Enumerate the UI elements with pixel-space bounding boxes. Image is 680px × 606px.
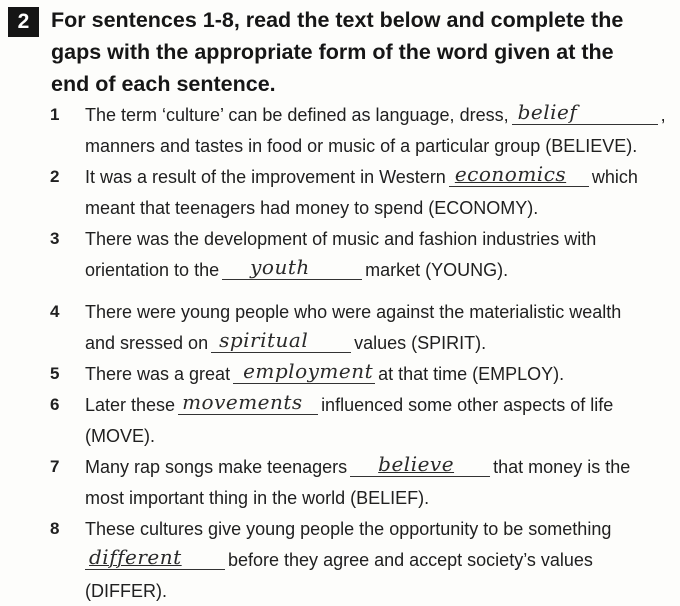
sentence-8-continuation: (DIFFER). (85, 581, 167, 601)
sentence-5-text-after: at that time (EMPLOY). (378, 364, 565, 384)
sentence-6-number: 6 (50, 395, 60, 414)
sentence-2-text-after: which (591, 167, 638, 187)
answer-gap-2[interactable] (449, 164, 589, 187)
handwritten-answer-7: believe (378, 452, 455, 476)
handwritten-answer-6: movements (182, 390, 303, 414)
answer-gap-1[interactable] (512, 102, 658, 125)
sentence-2-continuation: meant that teenagers had money to spend (ECONOMY). (85, 198, 539, 218)
sentence-8-text: These cultures give young people the opportunity to be something (85, 519, 612, 539)
handwritten-answer-3: youth (250, 255, 310, 279)
instruction-line: For sentences 1-8, read the text below and complete the (51, 8, 624, 32)
sentence-3-text: There was the development of music and fashion industries with (85, 229, 597, 249)
handwritten-answer-5: employment (243, 359, 374, 383)
sentence-5-number: 5 (50, 364, 60, 383)
sentence-4-number: 4 (50, 302, 60, 321)
sentence-6-continuation: (MOVE). (85, 426, 155, 446)
sentence-3-text-after: market (YOUNG). (365, 260, 509, 280)
handwritten-answer-2: economics (454, 162, 567, 186)
sentence-4-text: There were young people who were against the materialistic wealth (85, 302, 622, 322)
answer-gap-4[interactable] (211, 330, 351, 353)
instruction-line: gaps with the appropriate form of the word given at the (51, 40, 614, 64)
sentence-4-text-after: values (SPIRIT). (354, 333, 487, 353)
instruction-line: end of each sentence. (51, 72, 276, 96)
sentence-6-text: Later these (85, 395, 176, 415)
sentence-1-text-after: , (660, 105, 666, 125)
sentence-3-text-before: orientation to the (85, 260, 220, 280)
answer-gap-3[interactable] (222, 257, 362, 280)
sentence-1-number: 1 (50, 105, 60, 124)
answer-gap-8[interactable] (85, 547, 225, 570)
sentence-7-text: Many rap songs make teenagers (85, 457, 348, 477)
exercise-instruction (51, 4, 671, 100)
sentence-6-text-after: influenced some other aspects of life (321, 395, 614, 415)
handwritten-answer-4: spiritual (219, 328, 309, 352)
exercise-number-badge: 2 (8, 7, 39, 37)
sentence-7-continuation: most important thing in the world (BELIEF). (85, 488, 430, 508)
handwritten-answer-1: belief (517, 100, 578, 124)
sentence-8-text-after: before they agree and accept society’s values (228, 550, 593, 570)
sentence-7-number: 7 (50, 457, 60, 476)
answer-gap-5[interactable] (233, 361, 375, 384)
sentence-2-number: 2 (50, 167, 60, 186)
answer-gap-6[interactable] (178, 392, 318, 415)
handwritten-answer-8: different (89, 545, 182, 569)
sentence-7-text-after: that money is the (493, 457, 631, 477)
sentence-4-text-before: and sressed on (85, 333, 209, 353)
sentence-5-text: There was a great (85, 364, 231, 384)
sentence-1-text: The term ‘culture’ can be defined as language, dress, (85, 105, 509, 125)
answer-gap-7[interactable] (350, 454, 490, 477)
sentence-8-number: 8 (50, 519, 60, 538)
sentence-3-number: 3 (50, 229, 60, 248)
sentence-2-text: It was a result of the improvement in Western (85, 167, 446, 187)
sentence-1-continuation: manners and tastes in food or music of a particular group (BELIEVE). (85, 136, 638, 156)
